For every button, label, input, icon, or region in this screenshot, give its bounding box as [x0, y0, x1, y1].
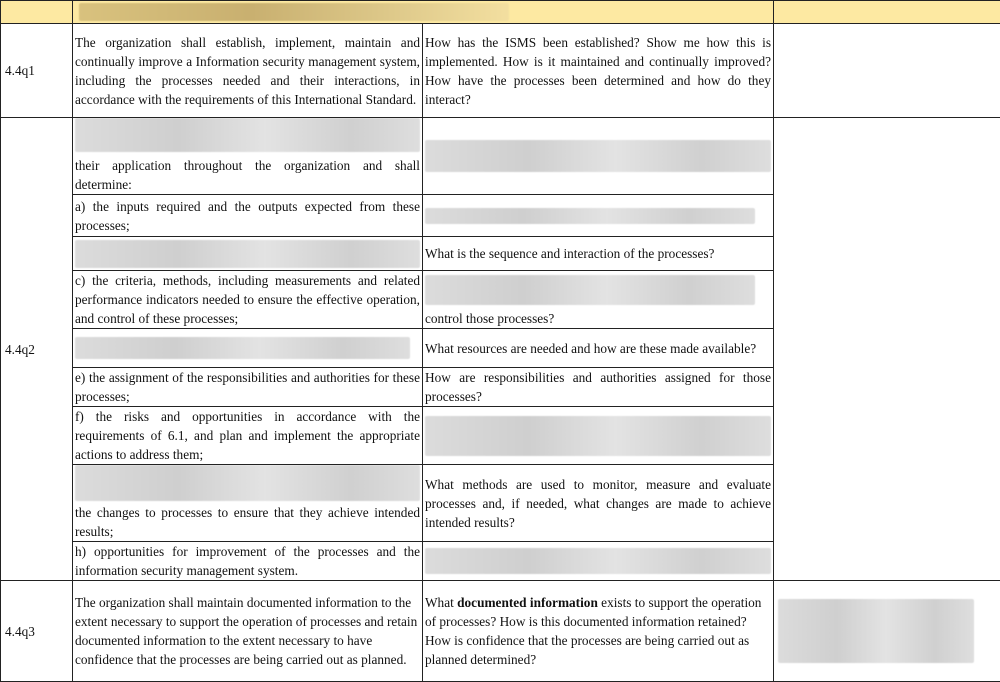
question-cell: What documented information exists to support the operation of processes? How is this documented information retained? How is confidence that the processes are being carried out as planned determined?	[423, 581, 774, 682]
question-cell	[423, 407, 774, 465]
redacted-text	[75, 337, 410, 359]
notes-cell	[774, 581, 1000, 682]
requirement-cell: The organization shall maintain documented information to the extent necessary to support the operation of processes and retain documented information to the extent necessary to have confidence that the processes are being carried out as planned.	[73, 581, 423, 682]
redacted-text	[75, 118, 420, 152]
table-row	[1, 24, 1000, 118]
notes-cell	[774, 118, 1000, 581]
question-cell: What resources are needed and how are these made available?	[423, 329, 774, 368]
question-cell: What is the sequence and interaction of the processes?	[423, 237, 774, 271]
table-row	[1, 118, 1000, 195]
requirement-cell	[73, 329, 423, 368]
question-cell: How are responsibilities and authorities assigned for those processes?	[423, 368, 774, 407]
requirement-cell: The organization shall establish, implement, maintain and continually improve a Information security management system, including the processes needed and their interactions, in accordance with the requirements of this International Standard.	[73, 24, 423, 118]
bold-term: documented information	[457, 595, 598, 610]
requirement-cell: c) the criteria, methods, including measurements and related performance indicators needed to ensure the effective operation, and control of these processes;	[73, 271, 423, 329]
redacted-text	[425, 140, 771, 172]
requirement-cell: a) the inputs required and the outputs expected from these processes;	[73, 195, 423, 237]
redacted-text	[425, 275, 755, 305]
redacted-text	[75, 465, 420, 501]
redacted-text	[425, 548, 771, 574]
header-cell-title	[73, 1, 774, 24]
requirement-cell: the changes to processes to ensure that they achieve intended results;	[73, 465, 423, 542]
requirement-cell: f) the risks and opportunities in accordance with the requirements of 6.1, and plan and implement the appropriate actions to address them;	[73, 407, 423, 465]
question-cell: How has the ISMS been established? Show me how this is implemented. How is it maintained and continually improved? How have the processes been determined and how do they interact?	[423, 24, 774, 118]
question-cell	[423, 195, 774, 237]
question-cell: control those processes?	[423, 271, 774, 329]
header-cell-notes	[774, 1, 1000, 24]
redacted-text	[425, 416, 771, 456]
redacted-text	[425, 208, 755, 224]
notes-cell	[774, 24, 1000, 118]
requirement-cell: e) the assignment of the responsibilities and authorities for these processes;	[73, 368, 423, 407]
requirement-cell	[73, 237, 423, 271]
row-id: 4.4q3	[1, 581, 73, 682]
redacted-text	[75, 240, 420, 268]
question-cell	[423, 542, 774, 581]
row-id: 4.4q2	[1, 118, 73, 581]
header-row	[1, 1, 1000, 24]
header-cell-id	[1, 1, 73, 24]
redacted-text	[778, 599, 974, 663]
table-row	[1, 581, 1000, 682]
requirement-cell: h) opportunities for improvement of the processes and the information security management system.	[73, 542, 423, 581]
row-id: 4.4q1	[1, 24, 73, 118]
requirement-cell: their application throughout the organization and shall determine:	[73, 118, 423, 195]
redacted-header	[79, 3, 509, 21]
question-cell	[423, 118, 774, 195]
question-cell: What methods are used to monitor, measure and evaluate processes and, if needed, what changes are made to achieve intended results?	[423, 465, 774, 542]
